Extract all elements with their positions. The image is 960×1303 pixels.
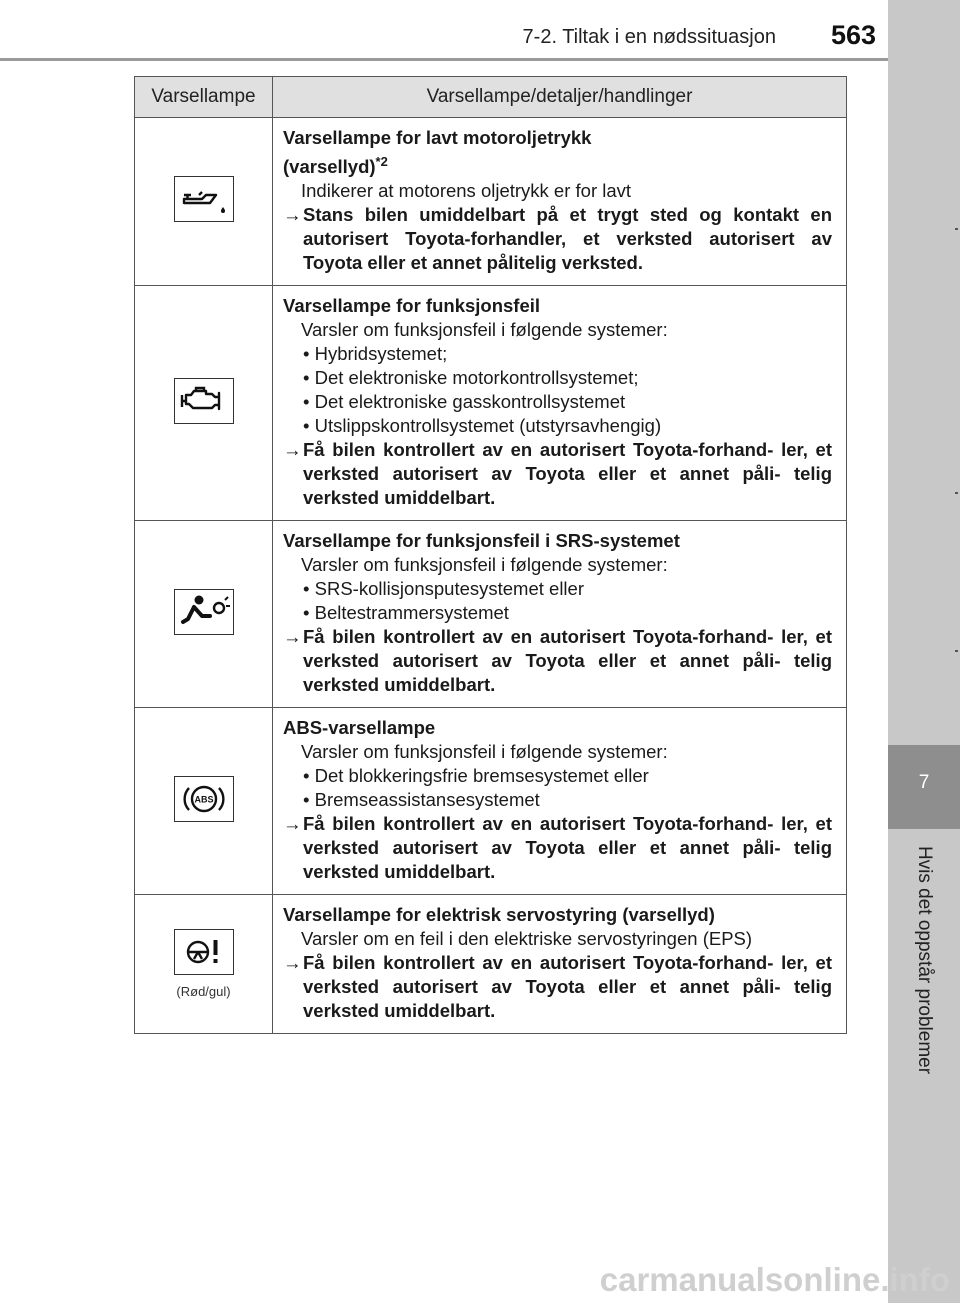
list-item: • Det elektroniske motorkontrollsystemet; (303, 367, 639, 389)
table-row (135, 286, 847, 521)
row-description: Varsler om funksjonsfeil i følgende systemer: (301, 554, 668, 576)
row-title: Varsellampe for lavt motoroljetrykk (varsellyd)$^{*2}$ (283, 127, 592, 178)
icon-cell (135, 118, 273, 286)
table-row (135, 708, 847, 895)
edge-tick (955, 492, 958, 494)
row-action: →Få bilen kontrollert av en autorisert Toyota-forhand- ler, et verksted autorisert av Toyota eller et annet påli- telig verksted umiddelbart. (283, 439, 832, 509)
warning-light-table (134, 76, 847, 1034)
row-title: ABS-varsellampe (283, 717, 436, 739)
list-item: • Det blokkeringsfrie bremsesystemet eller (303, 765, 649, 787)
description-cell (273, 895, 847, 1034)
arrow-icon: → (283, 813, 302, 835)
list-item: • Beltestrammersystemet (303, 602, 509, 624)
table-header-row (135, 77, 847, 118)
row-title: Varsellampe for funksjonsfeil (283, 295, 541, 317)
list-item: • SRS-kollisjonsputesystemet eller (303, 578, 584, 600)
row-action: →Få bilen kontrollert av en autorisert Toyota-forhand- ler, et verksted autorisert av Toyota eller et annet påli- telig verksted umiddelbart. (283, 813, 832, 883)
description-cell (273, 521, 847, 708)
list-item: • Utslippskontrollsystemet (utstyrsavhengig) (303, 415, 662, 437)
abs-icon (174, 776, 234, 822)
icon-cell (135, 521, 273, 708)
description-cell (273, 286, 847, 521)
check-engine-icon (174, 378, 234, 424)
list-item: • Hybridsystemet; (303, 343, 448, 365)
row-action: →Få bilen kontrollert av en autorisert Toyota-forhand- ler, et verksted autorisert av Toyota eller et annet påli- telig verksted umiddelbart. (283, 952, 832, 1022)
icon-color-note: (Rød/gul) (176, 984, 231, 1000)
row-title: Varsellampe for funksjonsfeil i SRS-systemet (283, 530, 680, 552)
list-item: • Bremseassistansesystemet (303, 789, 540, 811)
icon-cell (135, 708, 273, 895)
header-divider (0, 58, 888, 61)
table-row (135, 895, 847, 1034)
table-row (135, 118, 847, 286)
arrow-icon: → (283, 626, 302, 648)
row-description: Varsler om funksjonsfeil i følgende systemer: (301, 319, 668, 341)
icon-cell (135, 895, 273, 1034)
arrow-icon: → (283, 439, 302, 461)
row-title: Varsellampe for elektrisk servostyring (varsellyd) (283, 904, 715, 926)
list-item: • Det elektroniske gasskontrollsystemet (303, 391, 626, 413)
arrow-icon: → (283, 204, 302, 226)
srs-airbag-icon (174, 589, 234, 635)
description-cell (273, 708, 847, 895)
row-description: Varsler om funksjonsfeil i følgende systemer: (301, 741, 668, 763)
abs-icon-label: ABS (193, 794, 214, 805)
side-tab (888, 0, 960, 1303)
page-header (0, 0, 888, 62)
description-cell (273, 118, 847, 286)
chapter-title: Hvis det oppstår problemer (914, 845, 935, 1075)
watermark: carmanualsonline.info (599, 1261, 950, 1298)
row-action: →Få bilen kontrollert av en autorisert Toyota-forhand- ler, et verksted autorisert av Toyota eller et annet påli- telig verksted umiddelbart. (283, 626, 832, 696)
edge-tick (955, 228, 958, 230)
chapter-number: 7 (918, 772, 930, 793)
row-description: Indikerer at motorens oljetrykk er for lavt (301, 180, 632, 202)
column-header-details: Varsellampe/detaljer/handlinger (273, 77, 847, 118)
edge-tick (955, 650, 958, 652)
page-number: 563 (830, 20, 876, 50)
power-steering-icon (174, 929, 234, 975)
row-description: Varsler om en feil i den elektriske servostyringen (EPS) (301, 928, 753, 950)
icon-cell (135, 286, 273, 521)
column-header-light: Varsellampe (135, 77, 273, 118)
row-action: →Stans bilen umiddelbart på et trygt sted og kontakt en autorisert Toyota-forhandler, et verksted autorisert av Toyota eller et annet pålitelig verksted. (283, 204, 832, 274)
section-title: 7-2. Tiltak i en nødssituasjon (522, 26, 776, 48)
oil-pressure-icon (174, 176, 234, 222)
arrow-icon: → (283, 952, 302, 974)
table-row (135, 521, 847, 708)
